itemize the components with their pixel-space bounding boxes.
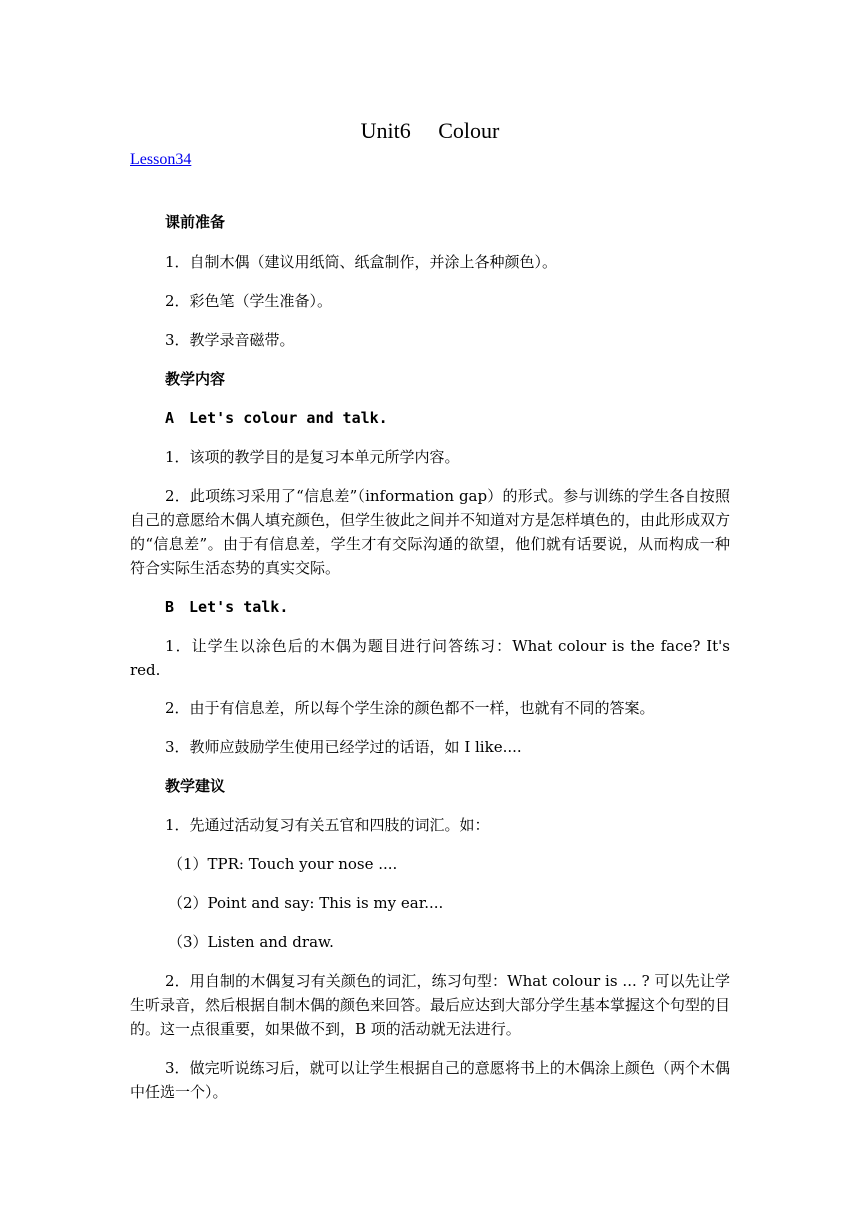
list-item: 2．彩色笔（学生准备）。 <box>165 292 333 310</box>
list-item: （2）Point and say: This is my ear.... <box>168 894 444 912</box>
section-heading-content: 教学内容 <box>165 370 226 388</box>
section-heading-suggest: 教学建议 <box>165 777 226 795</box>
section-heading-prep: 课前准备 <box>165 213 226 231</box>
paragraph: 2．用自制的木偶复习有关颜色的词汇，练习句型：What colour is ... ? 可以先让学生听录音，然后根据自制木偶的颜色来回答。最后应达到大部分学生基本掌握这个句型的目的。这一点很重要，如果做不到，B 项的活动就无法进行。 <box>130 972 731 1038</box>
page-title: Unit6 Colour <box>360 118 500 143</box>
list-item: 2．由于有信息差，所以每个学生涂的颜色都不一样，也就有不同的答案。 <box>165 699 655 717</box>
part-a-heading: A Let's colour and talk. <box>165 409 388 427</box>
part-b-heading: B Let's talk. <box>165 598 289 616</box>
paragraph: 1．让学生以涂色后的木偶为题目进行问答练习：What colour is the face? It's red. <box>130 637 730 679</box>
list-item: （1）TPR: Touch your nose .... <box>168 855 398 873</box>
list-item: 3．教师应鼓励学生使用已经学过的话语，如 I like.... <box>165 738 522 756</box>
list-item: 1．先通过活动复习有关五官和四肢的词汇。如： <box>165 816 490 834</box>
list-item: （3）Listen and draw. <box>168 933 334 951</box>
paragraph: 3．做完听说练习后，就可以让学生根据自己的意愿将书上的木偶涂上颜色（两个木偶中任选一个）。 <box>130 1059 730 1101</box>
lesson-link[interactable]: Lesson34 <box>130 151 192 168</box>
paragraph: 2．此项练习采用了“信息差”（information gap）的形式。参与训练的学生各自按照自己的意愿给木偶人填充颜色，但学生彼此之间并不知道对方是怎样填色的，由此形成双方的“信息差”。由于有信息差，学生才有交际沟通的欲望，他们就有话要说，从而构成一种符合实际生活态势的真实交际。 <box>130 487 731 577</box>
list-item: 1．自制木偶（建议用纸筒、纸盒制作，并涂上各种颜色）。 <box>165 253 558 271</box>
list-item: 3．教学录音磁带。 <box>165 331 295 349</box>
list-item: 1．该项的教学目的是复习本单元所学内容。 <box>165 448 460 466</box>
